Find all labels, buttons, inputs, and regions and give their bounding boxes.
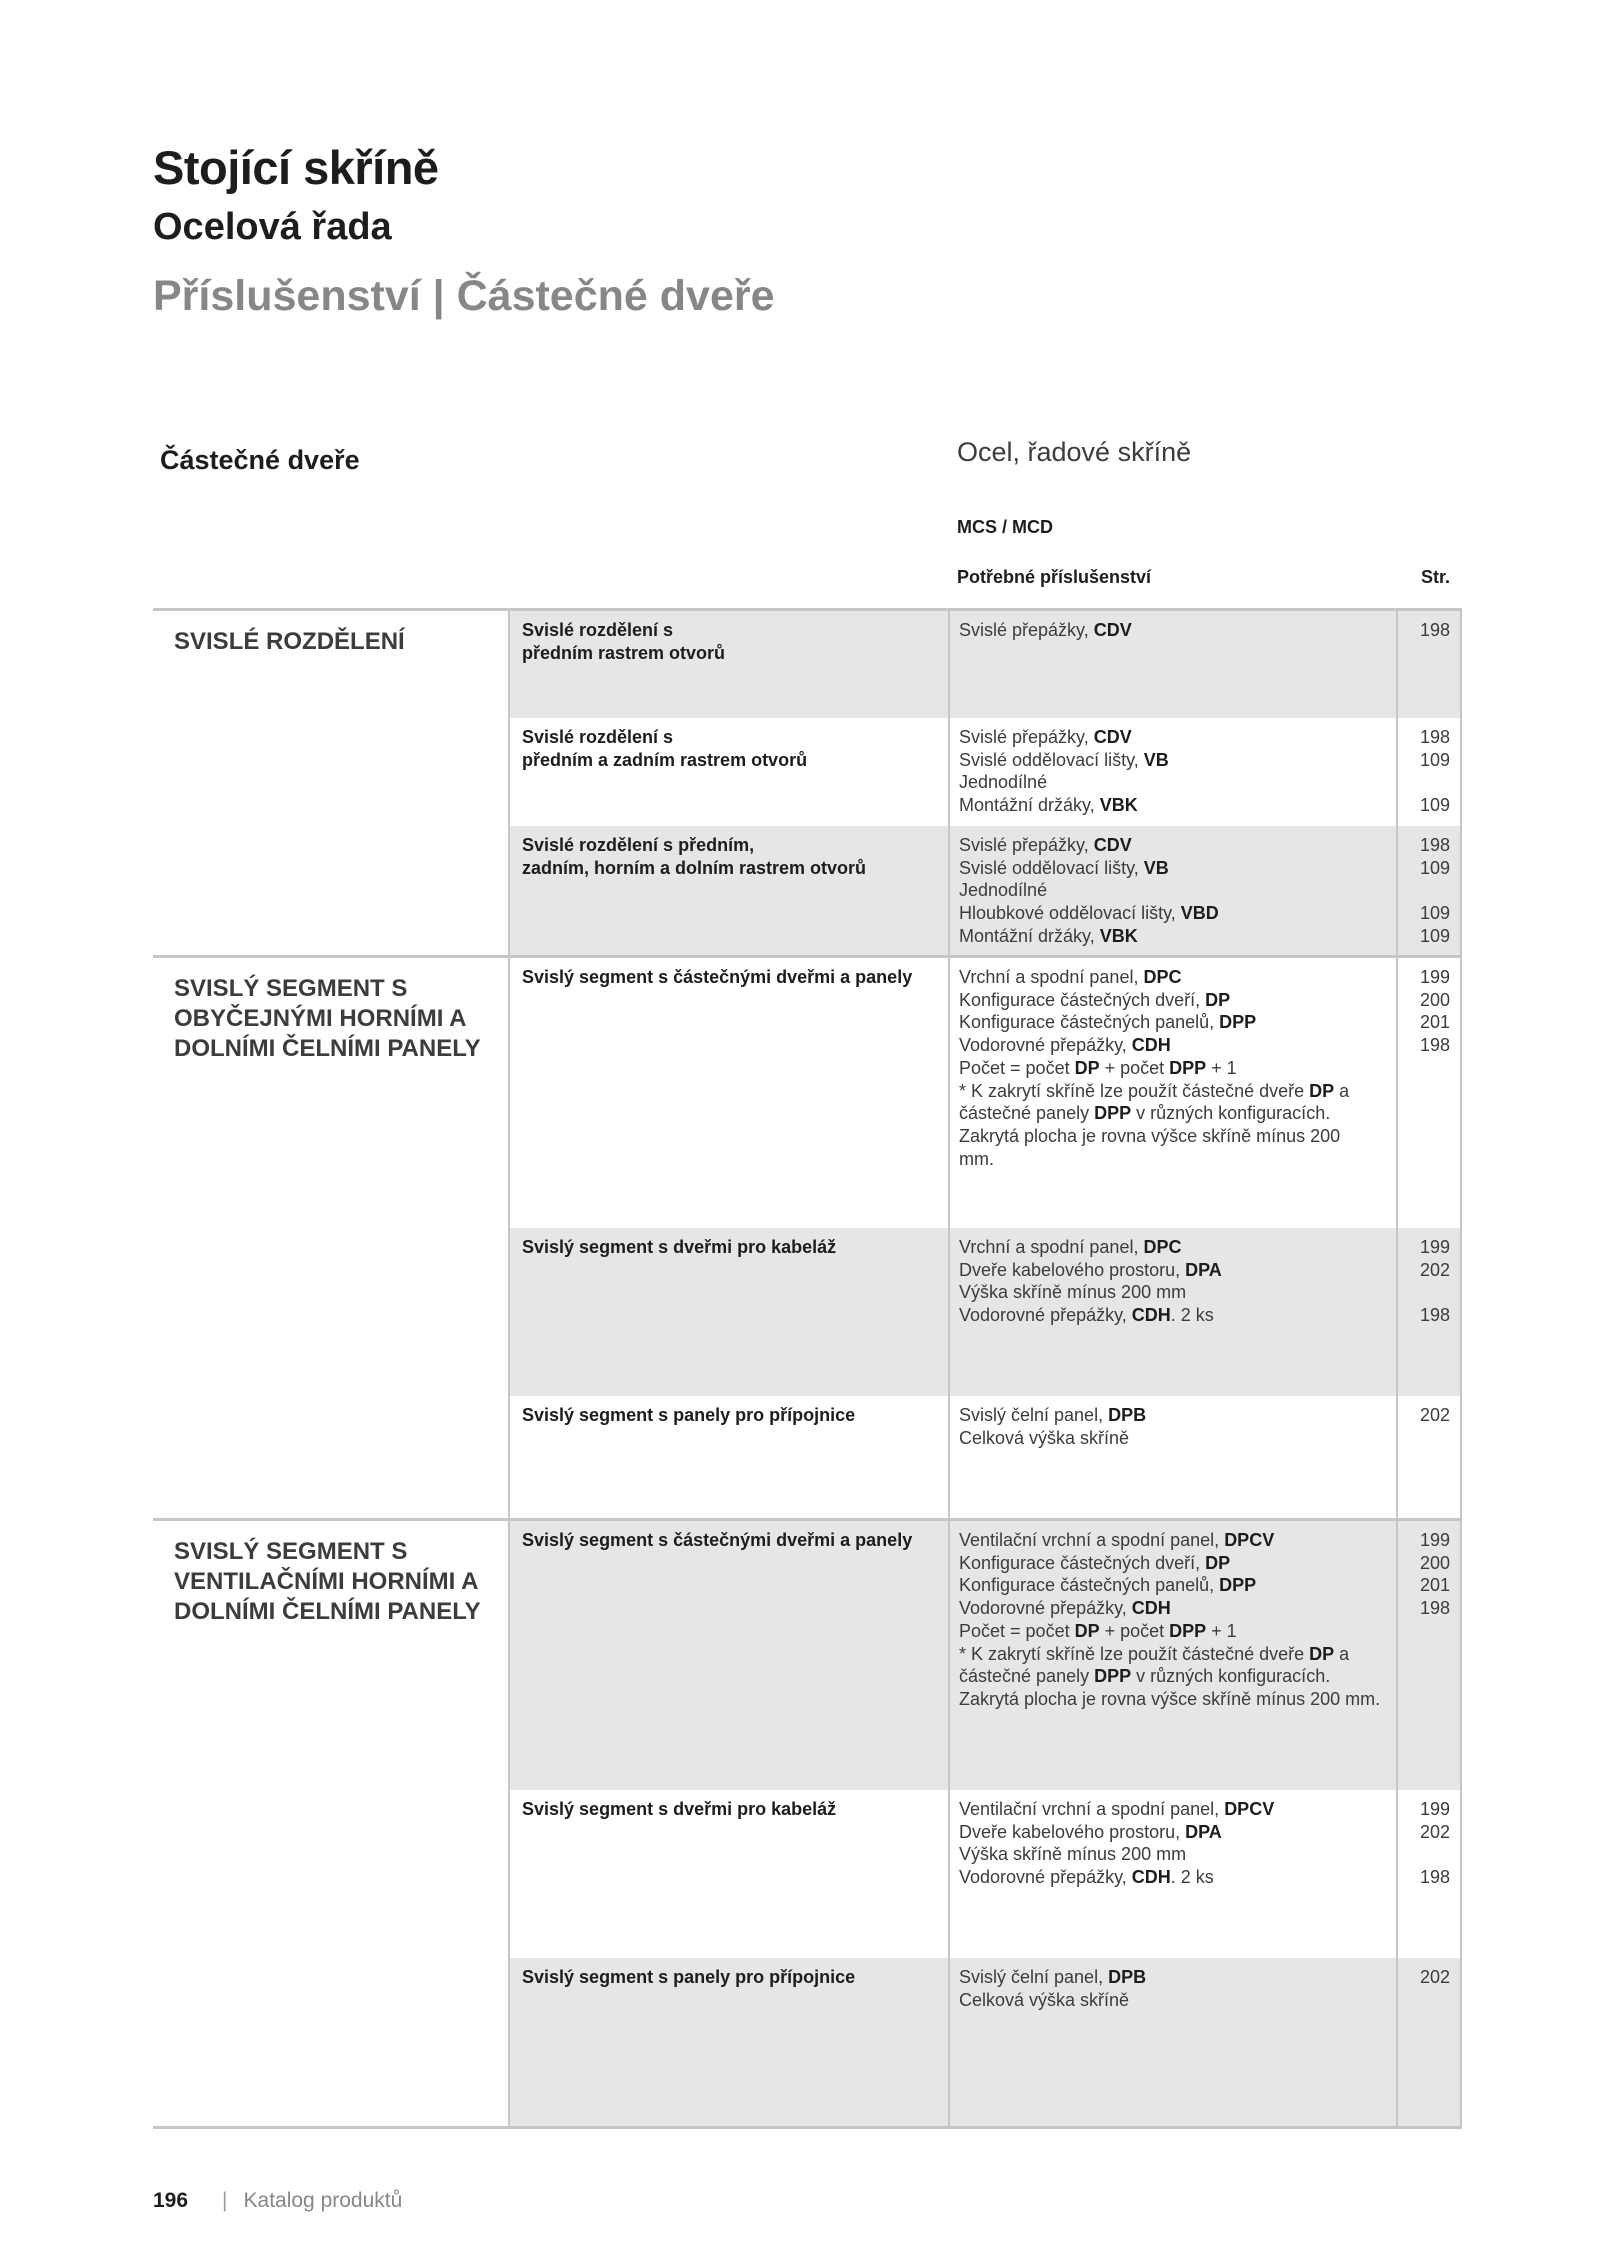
item-line: předním a zadním rastrem otvorů <box>522 749 808 770</box>
page-ref: 198 <box>1419 1867 1450 1888</box>
accessory-text: částečné panely <box>959 1103 1095 1124</box>
accessory-line <box>959 1281 1386 1304</box>
item-line: zadním, horním a dolním rastrem otvorů <box>522 857 867 878</box>
page-cell <box>1396 718 1462 826</box>
accessory-code: VB <box>1143 749 1169 770</box>
table-row <box>508 1521 1462 1790</box>
accessory-line <box>959 1552 1386 1575</box>
category-rows <box>508 611 1462 955</box>
accessory-text: Vodorovné přepážky, <box>959 1598 1132 1619</box>
accessory-text: + počet <box>1099 1620 1170 1641</box>
accessory-line <box>959 1574 1386 1597</box>
page-ref: 202 <box>1419 1967 1450 1987</box>
page-ref: 202 <box>1419 1405 1450 1425</box>
section-title: Příslušenství | Částečné dveře <box>153 272 775 320</box>
accessory-line <box>959 1665 1386 1688</box>
accessory-line <box>959 989 1386 1012</box>
category-group <box>153 611 1462 955</box>
accessory-line <box>959 1688 1386 1711</box>
accessory-line <box>959 902 1386 925</box>
accessory-line <box>959 1034 1386 1057</box>
accessory-text: Konfigurace částečných panelů, <box>959 1575 1220 1596</box>
accessory-line <box>959 1427 1386 1450</box>
accessory-code: CDV <box>1093 835 1132 855</box>
table-row <box>508 1228 1462 1396</box>
page-ref <box>1408 1843 1450 1866</box>
accessory-line <box>959 1148 1386 1171</box>
accessory-line <box>959 1125 1386 1148</box>
accessory-line <box>959 1304 1386 1327</box>
accessory-line <box>959 925 1386 948</box>
accessory-line <box>959 879 1386 902</box>
accessory-text: Jednodílné <box>959 772 1048 793</box>
item-line: Svislý segment s dveřmi pro kabeláž <box>522 1799 837 1819</box>
accessory-text: Zakrytá plocha je rovna výšce skříně mínus 200 mm. <box>959 1688 1381 1709</box>
page-cell <box>1396 1396 1462 1518</box>
page-cell <box>1396 826 1462 955</box>
accessory-code: DPP <box>1219 1012 1257 1033</box>
accessory-text: . 2 ks <box>1170 1867 1214 1888</box>
footer <box>153 2189 402 2213</box>
accessory-text: Svislý čelní panel, <box>959 1967 1109 1987</box>
accessory-text: a <box>1334 1080 1350 1101</box>
accessory-code: DPP <box>1219 1575 1257 1596</box>
accessory-text: Vodorovné přepážky, <box>959 1867 1132 1888</box>
accessory-text: Výška skříně mínus 200 mm <box>959 1282 1187 1303</box>
accessories-cell <box>948 1228 1396 1396</box>
accessory-line <box>959 749 1386 772</box>
accessories-cell <box>948 718 1396 826</box>
table-row <box>508 826 1462 955</box>
table-row <box>508 1790 1462 1958</box>
accessory-line <box>959 794 1386 817</box>
accessory-text: * K zakrytí skříně lze použít částečné dveře <box>959 1080 1310 1101</box>
accessory-text: + 1 <box>1206 1057 1237 1078</box>
accessory-line <box>959 1057 1386 1080</box>
page-ref: 199 <box>1419 1799 1450 1819</box>
category-label: SVISLÉ ROZDĚLENÍ <box>174 628 405 655</box>
accessory-code: DPC <box>1143 967 1182 987</box>
accessory-text: Celková výška skříně <box>959 1427 1130 1448</box>
table-section-title: Částečné dveře <box>160 445 360 475</box>
item-line: Svislý segment s částečnými dveřmi a panely <box>522 967 913 987</box>
item-cell <box>508 1228 948 1396</box>
page-ref: 109 <box>1419 903 1450 924</box>
accessory-text: Jednodílné <box>959 880 1048 901</box>
accessory-line <box>959 619 1386 642</box>
accessory-text: Celková výška skříně <box>959 1989 1130 2010</box>
accessories-cell <box>948 826 1396 955</box>
page-ref: 199 <box>1419 967 1450 987</box>
page-ref: 109 <box>1419 749 1450 770</box>
accessory-code: DPP <box>1094 1103 1132 1124</box>
accessory-line <box>959 834 1386 857</box>
page-ref: 199 <box>1419 1530 1450 1550</box>
accessory-line <box>959 966 1386 989</box>
accessory-text: Montážní držáky, <box>959 795 1100 816</box>
accessory-text: . 2 ks <box>1170 1305 1214 1326</box>
accessory-text: Svislé oddělovací lišty, <box>959 749 1144 770</box>
item-cell <box>508 1958 948 2126</box>
accessory-line <box>959 1597 1386 1620</box>
page-ref: 109 <box>1419 925 1450 946</box>
item-line: Svislé rozdělení s předním, <box>522 835 755 855</box>
item-cell <box>508 718 948 826</box>
header-accessories: Potřebné příslušenství <box>957 567 1152 587</box>
accessory-text: a <box>1334 1643 1350 1664</box>
accessory-text: v různých konfiguracích. <box>1131 1666 1331 1687</box>
footer-separator: | <box>222 2189 228 2212</box>
accessory-code: VBK <box>1099 925 1138 946</box>
accessory-code: DP <box>1074 1620 1100 1641</box>
catalog-label: Katalog produktů <box>243 2189 403 2212</box>
accessory-code: DPCV <box>1224 1799 1275 1819</box>
accessory-text: Zakrytá plocha je rovna výšce skříně mínus 200 <box>959 1125 1341 1146</box>
page-ref: 109 <box>1419 795 1450 816</box>
accessory-line <box>959 1011 1386 1034</box>
accessory-text: Konfigurace částečných dveří, <box>959 1552 1206 1573</box>
item-line: Svislé rozdělení s <box>522 727 674 747</box>
accessory-line <box>959 1620 1386 1643</box>
accessory-line <box>959 1259 1386 1282</box>
column-title: Ocel, řadové skříně <box>957 437 1192 467</box>
category-label: SVISLÝ SEGMENT S OBYČEJNÝMI HORNÍMI A DOLNÍMI ČELNÍMI PANELY <box>174 975 481 1062</box>
accessory-text: Konfigurace částečných dveří, <box>959 989 1206 1010</box>
accessory-text: + počet <box>1099 1057 1170 1078</box>
page-ref <box>1408 1281 1450 1304</box>
page-ref <box>1408 879 1450 902</box>
category-rows <box>508 1521 1462 2126</box>
accessory-text: Vodorovné přepážky, <box>959 1305 1132 1326</box>
table-row <box>508 718 1462 826</box>
accessory-code: VBD <box>1180 903 1219 924</box>
accessory-line <box>959 1966 1386 1989</box>
accessory-code: DPA <box>1185 1259 1222 1280</box>
column-subtitle: MCS / MCD <box>957 517 1053 537</box>
accessory-code: CDV <box>1093 727 1132 747</box>
accessory-text: Vrchní a spodní panel, <box>959 967 1144 987</box>
accessory-line <box>959 1404 1386 1427</box>
item-line: Svislý segment s panely pro přípojnice <box>522 1967 856 1987</box>
accessory-text: Dveře kabelového prostoru, <box>959 1821 1186 1842</box>
accessory-text: Vrchní a spodní panel, <box>959 1237 1144 1257</box>
accessory-line <box>959 771 1386 794</box>
item-cell <box>508 1521 948 1790</box>
accessory-line <box>959 1866 1386 1889</box>
accessory-code: DPCV <box>1224 1530 1275 1550</box>
accessories-cell <box>948 1958 1396 2126</box>
accessory-text: Svislý čelní panel, <box>959 1405 1109 1425</box>
accessory-text: Konfigurace částečných panelů, <box>959 1012 1220 1033</box>
accessory-code: VBK <box>1099 795 1138 816</box>
accessory-text: Počet = počet <box>959 1057 1075 1078</box>
item-line: Svislé rozdělení s <box>522 620 674 640</box>
accessory-code: CDV <box>1093 620 1132 640</box>
page-ref: 198 <box>1419 727 1450 747</box>
item-line: Svislý segment s dveřmi pro kabeláž <box>522 1237 837 1257</box>
accessory-code: DPP <box>1094 1666 1132 1687</box>
accessory-code: DPB <box>1108 1405 1147 1425</box>
page-ref: 202 <box>1419 1259 1450 1280</box>
page-ref: 198 <box>1419 1305 1450 1326</box>
accessory-code: CDH <box>1131 1598 1171 1619</box>
accessory-line <box>959 1843 1386 1866</box>
accessory-line <box>959 1080 1386 1103</box>
page-subtitle: Ocelová řada <box>153 206 392 248</box>
page-ref: 200 <box>1419 989 1450 1010</box>
table-row <box>508 1958 1462 2126</box>
accessory-text: + 1 <box>1206 1620 1237 1641</box>
page-ref: 202 <box>1419 1821 1450 1842</box>
page-cell <box>1396 958 1462 1228</box>
accessory-line <box>959 1236 1386 1259</box>
page-ref: 200 <box>1419 1552 1450 1573</box>
item-cell <box>508 611 948 718</box>
item-cell <box>508 958 948 1228</box>
accessory-line <box>959 1643 1386 1666</box>
accessory-text: Dveře kabelového prostoru, <box>959 1259 1186 1280</box>
accessory-text: Svislé oddělovací lišty, <box>959 857 1144 878</box>
page-ref: 109 <box>1419 857 1450 878</box>
accessory-code: CDH <box>1131 1035 1171 1056</box>
accessory-code: DPA <box>1185 1821 1222 1842</box>
accessory-text: Počet = počet <box>959 1620 1075 1641</box>
accessories-table <box>153 608 1462 2129</box>
accessories-cell <box>948 958 1396 1228</box>
table-rule <box>153 2126 1462 2129</box>
accessory-text: Montážní držáky, <box>959 925 1100 946</box>
accessory-line <box>959 1798 1386 1821</box>
page-cell <box>1396 1958 1462 2126</box>
page-cell <box>1396 611 1462 718</box>
accessory-code: DP <box>1205 989 1231 1010</box>
accessory-text: Ventilační vrchní a spodní panel, <box>959 1799 1225 1819</box>
page-cell <box>1396 1790 1462 1958</box>
accessory-code: DP <box>1205 1552 1231 1573</box>
accessory-code: DPB <box>1108 1967 1147 1987</box>
accessory-text: Svislé přepážky, <box>959 835 1094 855</box>
accessory-text: mm. <box>959 1148 994 1169</box>
accessory-line <box>959 1102 1386 1125</box>
page-number: 196 <box>153 2189 189 2212</box>
header-page: Str. <box>1420 567 1450 587</box>
category-group <box>153 958 1462 1518</box>
accessory-text: Ventilační vrchní a spodní panel, <box>959 1530 1225 1550</box>
item-cell <box>508 1396 948 1518</box>
accessory-text: částečné panely <box>959 1666 1095 1687</box>
accessory-code: DPP <box>1169 1057 1207 1078</box>
page-ref <box>1408 771 1450 794</box>
category-group <box>153 1521 1462 2126</box>
page-ref: 198 <box>1419 1598 1450 1619</box>
item-line: předním rastrem otvorů <box>522 642 726 663</box>
table-row <box>508 611 1462 718</box>
page-ref: 199 <box>1419 1237 1450 1257</box>
accessory-code: VB <box>1143 857 1169 878</box>
category-label: SVISLÝ SEGMENT S VENTILAČNÍMI HORNÍMI A DOLNÍMI ČELNÍMI PANELY <box>174 1538 481 1625</box>
accessory-line <box>959 857 1386 880</box>
item-cell <box>508 1790 948 1958</box>
page-title: Stojící skříně <box>153 141 439 194</box>
page-ref: 201 <box>1419 1575 1450 1596</box>
table-row <box>508 958 1462 1228</box>
accessory-text: Svislé přepážky, <box>959 727 1094 747</box>
accessory-code: DP <box>1309 1643 1335 1664</box>
page-ref: 198 <box>1419 1035 1450 1056</box>
accessory-text: Vodorovné přepážky, <box>959 1035 1132 1056</box>
accessory-code: DP <box>1309 1080 1335 1101</box>
table-row <box>508 1396 1462 1518</box>
accessory-code: DP <box>1074 1057 1100 1078</box>
accessories-cell <box>948 1521 1396 1790</box>
accessory-line <box>959 1989 1386 2012</box>
accessory-code: CDH <box>1131 1305 1171 1326</box>
accessory-code: DPP <box>1169 1620 1207 1641</box>
accessories-cell <box>948 1396 1396 1518</box>
accessory-text: v různých konfiguracích. <box>1131 1103 1331 1124</box>
accessory-text: * K zakrytí skříně lze použít částečné dveře <box>959 1643 1310 1664</box>
page-cell <box>1396 1228 1462 1396</box>
accessory-line <box>959 1821 1386 1844</box>
accessory-line <box>959 1529 1386 1552</box>
accessory-text: Svislé přepážky, <box>959 620 1094 640</box>
accessory-text: Výška skříně mínus 200 mm <box>959 1844 1187 1865</box>
page-cell <box>1396 1521 1462 1790</box>
item-cell <box>508 826 948 955</box>
item-line: Svislý segment s částečnými dveřmi a panely <box>522 1530 913 1550</box>
accessory-text: Hloubkové oddělovací lišty, <box>959 903 1181 924</box>
category-rows <box>508 958 1462 1518</box>
accessory-code: CDH <box>1131 1867 1171 1888</box>
page-ref: 198 <box>1419 620 1450 640</box>
accessories-cell <box>948 1790 1396 1958</box>
accessory-line <box>959 726 1386 749</box>
page-ref: 198 <box>1419 835 1450 855</box>
accessory-code: DPC <box>1143 1237 1182 1257</box>
page-ref: 201 <box>1419 1012 1450 1033</box>
accessories-cell <box>948 611 1396 718</box>
item-line: Svislý segment s panely pro přípojnice <box>522 1405 856 1425</box>
